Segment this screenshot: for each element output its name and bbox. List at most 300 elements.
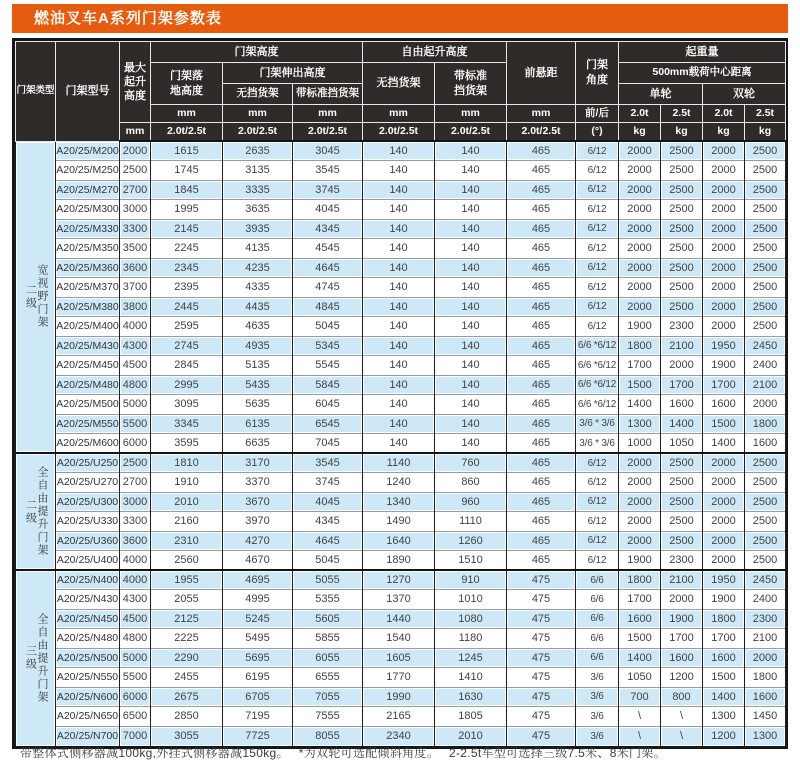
value-cell: 2500 <box>661 239 703 259</box>
value-cell: 6055 <box>293 648 363 668</box>
value-cell: 2745 <box>151 336 223 356</box>
value-cell: 1955 <box>151 570 223 590</box>
value-cell: 2125 <box>151 609 223 629</box>
value-cell: 1700 <box>661 375 703 395</box>
value-cell: 140 <box>363 141 435 161</box>
value-cell: 4645 <box>293 258 363 278</box>
value-cell: 1900 <box>703 590 745 610</box>
value-cell: 2000 <box>703 473 745 493</box>
model-cell: A20/25/M430 <box>56 336 120 356</box>
value-cell: 1800 <box>703 609 745 629</box>
value-cell: 1640 <box>363 531 435 551</box>
value-cell: 1950 <box>703 336 745 356</box>
value-cell: 2500 <box>661 512 703 532</box>
value-cell: 2000 <box>703 453 745 473</box>
value-cell: 2000 <box>661 356 703 376</box>
table-row <box>16 531 786 551</box>
value-cell: 2500 <box>661 453 703 473</box>
value-cell: 2500 <box>745 180 786 200</box>
value-cell: 3635 <box>223 200 293 220</box>
value-cell: 2145 <box>151 219 223 239</box>
model-cell: A20/25/M450 <box>56 356 120 376</box>
value-cell: 2055 <box>151 590 223 610</box>
value-cell: 2500 <box>745 551 786 571</box>
value-cell: 475 <box>507 668 576 688</box>
value-cell: 2995 <box>151 375 223 395</box>
value-cell: 3745 <box>293 473 363 493</box>
col-header-fwd-bwd: 前/后 <box>576 105 619 123</box>
value-cell: 140 <box>435 414 507 434</box>
value-cell: 1400 <box>661 414 703 434</box>
value-cell: 465 <box>507 219 576 239</box>
value-cell: 1340 <box>363 492 435 512</box>
value-cell: 6/6 *6/12 <box>576 356 619 376</box>
value-cell: 1900 <box>619 551 661 571</box>
value-cell: 6635 <box>223 434 293 454</box>
model-cell: A20/25/M370 <box>56 278 120 298</box>
value-cell: 1200 <box>703 726 745 746</box>
value-cell: 1010 <box>435 590 507 610</box>
value-cell: 5435 <box>223 375 293 395</box>
model-cell: A20/25/N650 <box>56 707 120 727</box>
value-cell: 2000 <box>619 278 661 298</box>
value-cell: 4635 <box>223 317 293 337</box>
value-cell: 2500 <box>661 200 703 220</box>
value-cell: 5045 <box>293 551 363 571</box>
value-cell: 140 <box>435 375 507 395</box>
unit-mm: mm <box>151 105 223 123</box>
value-cell: 2500 <box>745 531 786 551</box>
table-row <box>16 317 786 337</box>
value-cell: 2100 <box>745 375 786 395</box>
value-cell: 4335 <box>223 278 293 298</box>
model-cell: A20/25/M250 <box>56 161 120 181</box>
value-cell: 5635 <box>223 395 293 415</box>
col-header-double-25t: 2.5t <box>745 105 786 123</box>
value-cell: 6500 <box>120 707 151 727</box>
value-cell: 465 <box>507 239 576 259</box>
value-cell: 1050 <box>661 434 703 454</box>
value-cell: 1700 <box>703 629 745 649</box>
value-cell: 2340 <box>363 726 435 746</box>
value-cell: 2000 <box>619 239 661 259</box>
model-cell: A20/25/M500 <box>56 395 120 415</box>
value-cell: 1995 <box>151 200 223 220</box>
value-cell: 6/12 <box>576 278 619 298</box>
value-cell: 5355 <box>293 590 363 610</box>
value-cell: 6555 <box>293 668 363 688</box>
unit-mm: mm <box>507 105 576 123</box>
value-cell: 6135 <box>223 414 293 434</box>
value-cell: 6/12 <box>576 492 619 512</box>
value-cell: 4345 <box>293 219 363 239</box>
value-cell: 2000 <box>745 648 786 668</box>
value-cell: 2500 <box>745 317 786 337</box>
value-cell: 6/6 <box>576 629 619 649</box>
value-cell: 2845 <box>151 356 223 376</box>
value-cell: 2500 <box>745 161 786 181</box>
value-cell: 2000 <box>619 297 661 317</box>
value-cell: 2000 <box>703 512 745 532</box>
unit-kg: kg <box>661 123 703 142</box>
value-cell: 1500 <box>703 668 745 688</box>
value-cell: 2455 <box>151 668 223 688</box>
value-cell: 140 <box>363 434 435 454</box>
value-cell: 1200 <box>661 668 703 688</box>
value-cell: 2500 <box>661 297 703 317</box>
value-cell: 5345 <box>293 336 363 356</box>
value-cell: 140 <box>363 219 435 239</box>
value-cell: 1900 <box>703 356 745 376</box>
value-cell: \ <box>619 726 661 746</box>
value-cell: 3935 <box>223 219 293 239</box>
value-cell: 4435 <box>223 297 293 317</box>
col-header-free-with-std-backrest: 带标准挡货架 <box>435 63 507 105</box>
unit-mm: mm <box>435 105 507 123</box>
value-cell: 2595 <box>151 317 223 337</box>
value-cell: 2000 <box>703 531 745 551</box>
value-cell: 2000 <box>619 180 661 200</box>
value-cell: 4645 <box>293 531 363 551</box>
value-cell: 6/12 <box>576 453 619 473</box>
value-cell: 3/6 <box>576 707 619 727</box>
value-cell: 140 <box>435 141 507 161</box>
model-cell: A20/25/N400 <box>56 570 120 590</box>
unit-mm: mm <box>223 105 293 123</box>
value-cell: 760 <box>435 453 507 473</box>
value-cell: 2310 <box>151 531 223 551</box>
value-cell: 1900 <box>661 609 703 629</box>
value-cell: 2000 <box>619 141 661 161</box>
value-cell: 2500 <box>745 219 786 239</box>
value-cell: 465 <box>507 200 576 220</box>
value-cell: 2500 <box>120 453 151 473</box>
value-cell: 7045 <box>293 434 363 454</box>
value-cell: 6000 <box>120 687 151 707</box>
value-cell: 5545 <box>293 356 363 376</box>
value-cell: 1510 <box>435 551 507 571</box>
model-cell: A20/25/U400 <box>56 551 120 571</box>
value-cell: 3/6 <box>576 726 619 746</box>
value-cell: 2165 <box>363 707 435 727</box>
spec-table <box>15 41 786 746</box>
value-cell: 140 <box>363 278 435 298</box>
value-cell: 2000 <box>703 200 745 220</box>
value-cell: 140 <box>435 180 507 200</box>
value-cell: 1700 <box>661 629 703 649</box>
value-cell: 3600 <box>120 531 151 551</box>
value-cell: 1600 <box>661 395 703 415</box>
value-cell: 1400 <box>703 434 745 454</box>
model-cell: A20/25/M350 <box>56 239 120 259</box>
value-cell: 7725 <box>223 726 293 746</box>
value-cell: 1050 <box>619 668 661 688</box>
value-cell: 6/12 <box>576 219 619 239</box>
value-cell: 6000 <box>120 434 151 454</box>
value-cell: 2500 <box>661 258 703 278</box>
value-cell: 465 <box>507 551 576 571</box>
unit-mm: mm <box>363 105 435 123</box>
value-cell: 4800 <box>120 629 151 649</box>
value-cell: 4045 <box>293 200 363 220</box>
value-cell: 1600 <box>703 648 745 668</box>
value-cell: 1890 <box>363 551 435 571</box>
table-row <box>16 648 786 668</box>
unit-tonnage: 2.0t/2.5t <box>293 123 363 142</box>
value-cell: 6195 <box>223 668 293 688</box>
value-cell: 6/12 <box>576 297 619 317</box>
table-row <box>16 414 786 434</box>
value-cell: 4135 <box>223 239 293 259</box>
value-cell: 4670 <box>223 551 293 571</box>
value-cell: 475 <box>507 726 576 746</box>
model-cell: A20/25/M380 <box>56 297 120 317</box>
value-cell: 960 <box>435 492 507 512</box>
unit-mm: mm <box>120 123 151 142</box>
unit-tonnage: 2.0t/2.5t <box>223 123 293 142</box>
model-cell: A20/25/N700 <box>56 726 120 746</box>
value-cell: 140 <box>435 395 507 415</box>
model-cell: A20/25/U270 <box>56 473 120 493</box>
value-cell: 700 <box>619 687 661 707</box>
value-cell: 2000 <box>661 590 703 610</box>
value-cell: 1605 <box>363 648 435 668</box>
value-cell: 1540 <box>363 629 435 649</box>
col-header-ext-no-backrest: 无挡货架 <box>223 84 293 105</box>
value-cell: 3/6 * 3/6 <box>576 414 619 434</box>
model-cell: A20/25/M330 <box>56 219 120 239</box>
value-cell: 465 <box>507 258 576 278</box>
value-cell: 140 <box>435 161 507 181</box>
table-row <box>16 687 786 707</box>
value-cell: 475 <box>507 570 576 590</box>
value-cell: 465 <box>507 414 576 434</box>
model-cell: A20/25/M480 <box>56 375 120 395</box>
value-cell: 2100 <box>745 629 786 649</box>
value-cell: 465 <box>507 278 576 298</box>
unit-tonnage: 2.0t/2.5t <box>507 123 576 142</box>
value-cell: 800 <box>661 687 703 707</box>
value-cell: 7555 <box>293 707 363 727</box>
value-cell: 4695 <box>223 570 293 590</box>
value-cell: 6/6 *6/12 <box>576 375 619 395</box>
value-cell: 140 <box>363 239 435 259</box>
value-cell: 140 <box>363 395 435 415</box>
mast-type-label: 全自由提升门架 <box>36 466 49 557</box>
value-cell: 5045 <box>293 317 363 337</box>
value-cell: 6/6 *6/12 <box>576 336 619 356</box>
value-cell: 4300 <box>120 590 151 610</box>
value-cell: 1300 <box>703 707 745 727</box>
value-cell: 140 <box>435 278 507 298</box>
value-cell: 1845 <box>151 180 223 200</box>
value-cell: 2675 <box>151 687 223 707</box>
col-header-mast-angle: 门架角度 <box>576 42 619 105</box>
model-cell: A20/25/M300 <box>56 200 120 220</box>
value-cell: 2500 <box>745 512 786 532</box>
value-cell: 2500 <box>745 141 786 161</box>
value-cell: 3545 <box>293 453 363 473</box>
table-row <box>16 512 786 532</box>
value-cell: 1400 <box>703 687 745 707</box>
value-cell: 5855 <box>293 629 363 649</box>
col-header-single-25t: 2.5t <box>661 105 703 123</box>
value-cell: 3970 <box>223 512 293 532</box>
value-cell: 3135 <box>223 161 293 181</box>
value-cell: 3800 <box>120 297 151 317</box>
value-cell: 2000 <box>619 258 661 278</box>
value-cell: 1240 <box>363 473 435 493</box>
col-header-mast-extended-height: 门架伸出高度 <box>223 63 363 84</box>
value-cell: 475 <box>507 707 576 727</box>
table-row <box>16 609 786 629</box>
value-cell: 465 <box>507 453 576 473</box>
value-cell: 1500 <box>619 375 661 395</box>
value-cell: 4270 <box>223 531 293 551</box>
unit-degree: (°) <box>576 123 619 142</box>
value-cell: 3/6 * 3/6 <box>576 434 619 454</box>
col-header-mast-type: 门架类型 <box>16 42 56 142</box>
value-cell: 6/12 <box>576 141 619 161</box>
value-cell: 2445 <box>151 297 223 317</box>
value-cell: 140 <box>363 200 435 220</box>
value-cell: 2300 <box>661 317 703 337</box>
value-cell: 2000 <box>703 219 745 239</box>
table-row <box>16 356 786 376</box>
value-cell: 6/6 <box>576 609 619 629</box>
value-cell: 4000 <box>120 317 151 337</box>
value-cell: 2500 <box>661 531 703 551</box>
value-cell: 2500 <box>745 239 786 259</box>
value-cell: 465 <box>507 317 576 337</box>
value-cell: 3095 <box>151 395 223 415</box>
value-cell: 1500 <box>619 629 661 649</box>
value-cell: 3595 <box>151 434 223 454</box>
value-cell: 2000 <box>703 297 745 317</box>
value-cell: 6/12 <box>576 317 619 337</box>
value-cell: 1800 <box>745 414 786 434</box>
table-row <box>16 707 786 727</box>
table-row <box>16 590 786 610</box>
value-cell: 1800 <box>745 668 786 688</box>
model-cell: A20/25/U300 <box>56 492 120 512</box>
value-cell: 1800 <box>619 570 661 590</box>
mast-stage-label: 三级 <box>24 645 37 672</box>
value-cell: 1600 <box>703 395 745 415</box>
model-cell: A20/25/M360 <box>56 258 120 278</box>
value-cell: 2000 <box>745 395 786 415</box>
mast-type-label: 全自由提升门架 <box>36 612 49 704</box>
value-cell: 2000 <box>619 161 661 181</box>
value-cell: 4345 <box>293 512 363 532</box>
value-cell: 6/12 <box>576 180 619 200</box>
value-cell: 2290 <box>151 648 223 668</box>
value-cell: 2010 <box>151 492 223 512</box>
value-cell: 140 <box>363 317 435 337</box>
value-cell: 2000 <box>703 180 745 200</box>
value-cell: 140 <box>435 336 507 356</box>
value-cell: 1400 <box>619 395 661 415</box>
col-header-mast-lowered-height: 门架落地高度 <box>151 63 223 105</box>
value-cell: 1080 <box>435 609 507 629</box>
value-cell: 2160 <box>151 512 223 532</box>
value-cell: 140 <box>435 317 507 337</box>
value-cell: 7055 <box>293 687 363 707</box>
value-cell: 5000 <box>120 395 151 415</box>
mast-type-label: 宽视野门架 <box>36 264 49 330</box>
value-cell: 4845 <box>293 297 363 317</box>
unit-kg: kg <box>745 123 786 142</box>
col-header-double-wheel: 双轮 <box>703 84 786 105</box>
value-cell: 860 <box>435 473 507 493</box>
value-cell: 475 <box>507 609 576 629</box>
value-cell: 6/12 <box>576 551 619 571</box>
table-row <box>16 141 786 161</box>
spec-table-frame <box>12 38 788 749</box>
value-cell: 1000 <box>619 434 661 454</box>
value-cell: 2450 <box>745 570 786 590</box>
mast-stage-label: 二级 <box>24 498 37 525</box>
value-cell: 1245 <box>435 648 507 668</box>
value-cell: 140 <box>435 258 507 278</box>
value-cell: 465 <box>507 375 576 395</box>
model-cell: A20/25/M550 <box>56 414 120 434</box>
value-cell: 2000 <box>619 219 661 239</box>
mast-stage-label: 二级 <box>24 283 37 310</box>
col-header-max-lift-height: 最大起升高度 <box>120 42 151 123</box>
value-cell: 2000 <box>703 161 745 181</box>
value-cell: 2000 <box>703 278 745 298</box>
value-cell: 1490 <box>363 512 435 532</box>
table-row <box>16 200 786 220</box>
value-cell: 6/12 <box>576 473 619 493</box>
value-cell: 140 <box>363 375 435 395</box>
model-cell: A20/25/U250 <box>56 453 120 473</box>
value-cell: 3300 <box>120 219 151 239</box>
unit-tonnage: 2.0t/2.5t <box>435 123 507 142</box>
table-row <box>16 278 786 298</box>
value-cell: 1700 <box>703 375 745 395</box>
value-cell: 4300 <box>120 336 151 356</box>
value-cell: 1950 <box>703 570 745 590</box>
value-cell: 465 <box>507 492 576 512</box>
unit-mm: mm <box>293 105 363 123</box>
value-cell: 3500 <box>120 239 151 259</box>
value-cell: 2500 <box>661 278 703 298</box>
value-cell: 2500 <box>120 161 151 181</box>
value-cell: 465 <box>507 531 576 551</box>
unit-tonnage: 2.0t/2.5t <box>363 123 435 142</box>
value-cell: 6705 <box>223 687 293 707</box>
value-cell: 2450 <box>745 336 786 356</box>
value-cell: 4995 <box>223 590 293 610</box>
value-cell: 910 <box>435 570 507 590</box>
value-cell: 6545 <box>293 414 363 434</box>
value-cell: 1800 <box>619 336 661 356</box>
value-cell: 4800 <box>120 375 151 395</box>
value-cell: 2300 <box>661 551 703 571</box>
col-header-model: 门架型号 <box>56 42 120 142</box>
value-cell: 3700 <box>120 278 151 298</box>
unit-kg: kg <box>619 123 661 142</box>
value-cell: 6/6 <box>576 570 619 590</box>
value-cell: 6/6 <box>576 648 619 668</box>
value-cell: 2500 <box>745 473 786 493</box>
value-cell: 465 <box>507 434 576 454</box>
value-cell: 5055 <box>293 570 363 590</box>
value-cell: 465 <box>507 336 576 356</box>
value-cell: 2500 <box>745 492 786 512</box>
